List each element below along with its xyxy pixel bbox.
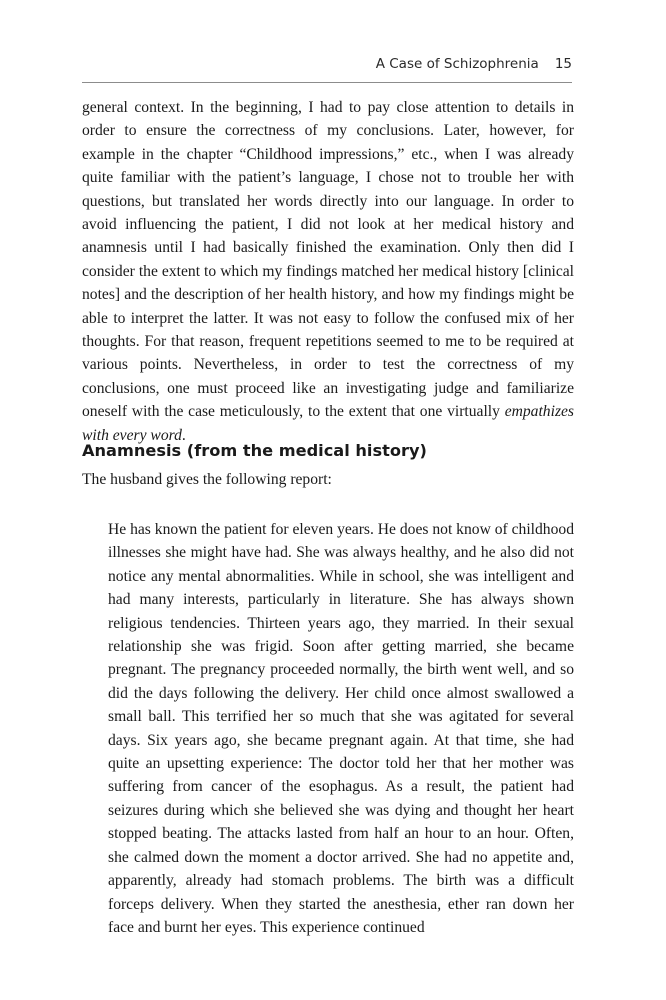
- paragraph-text: general context. In the beginning, I had to pay close attention to details in order to ensure the correctness of my conclusions. Later, however, for example in the chapter “Childhood impressions,” etc., when I was already quite familiar with the patient’s language, I chose not to trouble her with questions, but translated her words directly into our language. In order to avoid influencing the patient, I did not look at her medical history and anamnesis until I had basically finished the examination. Only then did I consider the extent to which my findings matched her medical history [clinical notes] and the description of her health history, and how my findings might be able to interpret the latter. It was not easy to follow the confused mix of her thoughts. For that reason, frequent repetitions seemed to me to be required at various points. Nevertheless, in order to test the correctness of my conclusions, one must proceed like an investigating judge and familiarize oneself with the case meticulously, to the extent that one virtually: [82, 99, 574, 421]
- paragraph-end: .: [181, 426, 186, 444]
- intro-line: The husband gives the following report:: [82, 471, 332, 488]
- emphasized-phrase: empathizes with every word: [82, 403, 574, 444]
- page-number: 15: [554, 56, 572, 72]
- running-header: [82, 56, 572, 83]
- body-paragraph: [82, 96, 574, 447]
- block-quote: He has known the patient for eleven years. He does not know of childhood illnesses she might have had. She was always healthy, and he also did not notice any mental abnormalities. While in school, she was intelligent and had many interests, particularly in literature. She has always shown religious tendencies. Thirteen years ago, they married. In their sexual relationship she was frigid. Soon after getting married, she became pregnant. The pregnancy proceeded normally, the birth went well, and so did the days following the delivery. Her child once almost swallowed a small ball. This terrified her so much that she was agitated for several days. Six years ago, she became pregnant again. At that time, she had quite an upsetting experience: The doctor told her that her mother was suffering from cancer of the esophagus. As a result, the patient had seizures during which she believed she was dying and thought her heart stopped beating. The attacks lasted from half an hour to an hour. Often, she calmed down the moment a doctor arrived. She had no appetite and, apparently, already had stomach problems. The birth was a difficult forceps delivery. When they started the anesthesia, ether ran down her face and burnt her eyes. This experience continued: [108, 521, 574, 936]
- running-title: A Case of Schizophrenia: [375, 56, 539, 72]
- section-heading: Anamnesis (from the medical history): [82, 441, 427, 460]
